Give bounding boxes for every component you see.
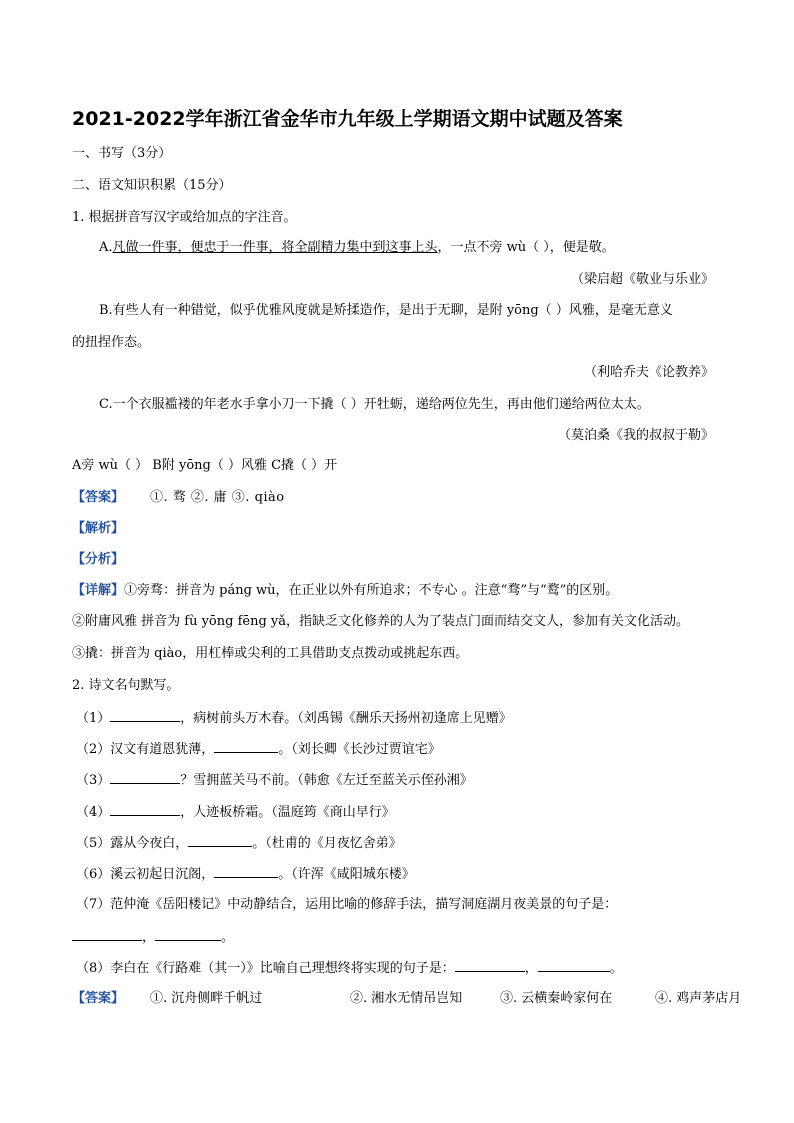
analysis-label: 【解析】 xyxy=(72,521,125,536)
answer-blank[interactable] xyxy=(214,864,278,878)
question-1-fill-blanks: A旁 wù（ ） B附 yōng（ ）风雅 C撬（ ）开 xyxy=(72,458,338,473)
answer-4: ④. 鸡声茅店月 xyxy=(655,991,742,1006)
poem-item-3 xyxy=(76,770,473,790)
punctuation: ， xyxy=(142,930,156,945)
option-b-source: （利哈乔夫《论教养》 xyxy=(583,365,714,380)
item-number: （2） xyxy=(76,742,111,757)
item-text: 溪云初起日沉阁， xyxy=(110,867,215,882)
question-1-answer xyxy=(72,489,285,507)
poem-item-7: （7）范仲淹《岳阳楼记》中动静结合，运用比喻的修辞手法，描写洞庭湖月夜美景的句子是： xyxy=(76,897,618,912)
answer-blank[interactable] xyxy=(72,927,142,941)
answer-blank[interactable] xyxy=(455,958,525,972)
item-number: （3） xyxy=(76,773,111,788)
document-title: 2021-2022学年浙江省金华市九年级上学期语文期中试题及答案 xyxy=(72,108,623,130)
item-text: 。（杜甫的《月夜忆舍弟》 xyxy=(252,836,402,851)
poem-item-1 xyxy=(76,708,512,728)
section-heading-writing: 一、书写（3分） xyxy=(72,146,172,161)
item-number: （6） xyxy=(76,867,111,882)
answer-1: ①. 沉舟侧畔千帆过 xyxy=(150,991,263,1006)
answer-blank[interactable] xyxy=(214,739,278,753)
question-1-option-b-line1: B.有些人有一种错觉，似乎优雅风度就是矫揉造作，是出于无聊，是附 yōng（ ）风雅，是毫无意义 xyxy=(99,303,673,318)
answer-blank[interactable] xyxy=(188,833,252,847)
answer-text: ①. 骛 ②. 庸 ③. qiào xyxy=(150,490,285,505)
item-number: （4） xyxy=(76,805,111,820)
poem-item-7-blanks xyxy=(72,927,234,947)
detail-tag: 【详解】 xyxy=(72,583,125,598)
section-heading-knowledge: 二、语文知识积累（15分） xyxy=(72,178,232,193)
detail-line-1 xyxy=(72,582,618,600)
item-text: 。（许浑《咸阳城东楼》 xyxy=(278,867,415,882)
answer-tag: 【答案】 xyxy=(72,490,125,505)
answer-blank[interactable] xyxy=(110,802,180,816)
answer-blank[interactable] xyxy=(110,708,180,722)
answer-3: ③. 云横秦岭家何在 xyxy=(500,991,613,1006)
item-text: 露从今夜白， xyxy=(110,836,189,851)
punctuation: ， xyxy=(524,961,538,976)
item-text: ，人迹板桥霜。（温庭筠《商山早行》 xyxy=(180,805,395,820)
poem-item-2 xyxy=(76,739,441,759)
item-number: （5） xyxy=(76,836,111,851)
detail-line-3: ③撬：拼音为 qiào，用杠棒或尖利的工具借助支点拨动或挑起东西。 xyxy=(72,646,469,661)
detail-line-2: ②附庸风雅 拼音为 fù yōng fēng yǎ，指缺乏文化修养的人为了装点门面而结交文人，参加有关文化活动。 xyxy=(72,614,690,629)
detail-text-1: ①旁骛：拼音为 páng wù，在正业以外有所追求；不专心 。注意“骛”与“鹜”的区别。 xyxy=(124,583,619,598)
answer-2: ②. 湘水无情吊岂知 xyxy=(350,991,463,1006)
fenxi-tag xyxy=(72,551,124,569)
answer-blank[interactable] xyxy=(538,958,610,972)
question-1-option-a xyxy=(99,239,615,257)
option-c-source: （莫泊桑《我的叔叔于勒》 xyxy=(557,428,714,443)
item-text: （8）李白在《行路难（其一）》比喻自己理想终将实现的句子是： xyxy=(76,961,455,976)
poem-item-8 xyxy=(76,958,623,978)
punctuation: 。 xyxy=(609,961,623,976)
option-a-text: ，一点不旁 wù（ ），便是敬。 xyxy=(437,240,615,255)
item-number: （1） xyxy=(76,711,111,726)
poem-item-4 xyxy=(76,802,395,822)
item-text: ？雪拥蓝关马不前。（韩愈《左迁至蓝关示侄孙湘》 xyxy=(180,773,473,788)
option-a-prefix: A. xyxy=(99,240,113,255)
question-2-answer xyxy=(72,990,741,1008)
question-1-option-c: C.一个衣服褴褛的年老水手拿小刀一下撬（ ）开牡蛎，递给两位先生，再由他们递给两位太太。 xyxy=(99,397,650,412)
fenxi-label: 【分析】 xyxy=(72,552,125,567)
question-1-option-b-line2: 的扭捏作态。 xyxy=(72,335,151,350)
question-2-stem: 2. 诗文名句默写。 xyxy=(72,678,180,693)
option-a-underlined-text: 凡做一件事，便忠于一件事，将全副精力集中到这事上头 xyxy=(112,240,438,255)
item-text: 汉文有道恩犹薄， xyxy=(110,742,215,757)
item-text: 。（刘长卿《长沙过贾谊宅》 xyxy=(278,742,441,757)
poem-item-6 xyxy=(76,864,415,884)
answer-tag: 【答案】 xyxy=(72,991,125,1006)
answer-blank[interactable] xyxy=(155,927,221,941)
option-a-source: （梁启超《敬业与乐业》 xyxy=(570,272,714,287)
answer-blank[interactable] xyxy=(110,770,180,784)
item-text: ，病树前头万木春。（刘禹锡《酬乐天扬州初逢席上见赠》 xyxy=(180,711,512,726)
punctuation: 。 xyxy=(221,930,235,945)
question-1-stem: 1. 根据拼音写汉字或给加点的字注音。 xyxy=(72,210,297,225)
poem-item-5 xyxy=(76,833,402,853)
analysis-tag xyxy=(72,520,124,538)
